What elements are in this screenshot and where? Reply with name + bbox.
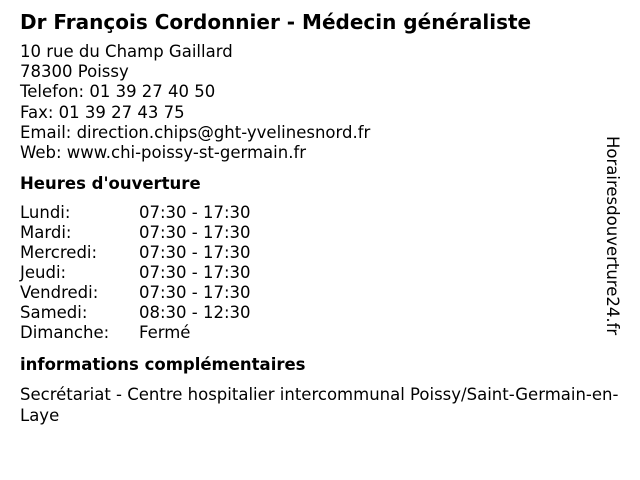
additional-info-heading: informations complémentaires: [20, 355, 306, 375]
business-card: [20, 10, 619, 426]
day-label: Jeudi:: [20, 263, 67, 283]
time-value: Fermé: [139, 323, 191, 343]
time-value: 07:30 - 17:30: [139, 263, 251, 283]
time-value: 07:30 - 17:30: [139, 283, 251, 303]
fax-number: Fax: 01 39 27 43 75: [20, 102, 185, 122]
day-label: Mercredi:: [20, 243, 98, 263]
day-label: Vendredi:: [20, 283, 99, 303]
hours-row-thursday: [20, 263, 616, 283]
time-value: 08:30 - 12:30: [139, 303, 251, 323]
time-value: 07:30 - 17:30: [139, 243, 251, 263]
day-label: Lundi:: [20, 203, 71, 223]
contact-block: [20, 42, 616, 163]
hours-row-saturday: [20, 303, 616, 323]
site-watermark: Horairesdouverture24.fr: [603, 136, 622, 336]
day-label: Dimanche:: [20, 323, 110, 343]
address-city: 78300 Poissy: [20, 62, 129, 82]
email-address: Email: direction.chips@ght-yvelinesnord.fr: [20, 122, 371, 142]
address-street: 10 rue du Champ Gaillard: [20, 42, 233, 61]
phone-number: Telefon: 01 39 27 40 50: [20, 82, 216, 102]
hours-row-monday: [20, 203, 616, 223]
opening-hours-table: [20, 203, 616, 343]
additional-info-text: Secrétariat - Centre hospitalier intercommunal Poissy/Saint-Germain-en-Laye: [20, 385, 619, 425]
hours-row-wednesday: [20, 243, 616, 263]
opening-hours-heading: Heures d'ouverture: [20, 174, 201, 194]
time-value: 07:30 - 17:30: [139, 203, 251, 223]
hours-row-tuesday: [20, 223, 616, 243]
website-address: Web: www.chi-poissy-st-germain.fr: [20, 143, 307, 163]
time-value: 07:30 - 17:30: [139, 223, 251, 243]
hours-row-friday: [20, 283, 616, 303]
page-title: Dr François Cordonnier - Médecin généraliste: [20, 10, 532, 34]
day-label: Samedi:: [20, 303, 88, 323]
hours-row-sunday: [20, 323, 616, 343]
day-label: Mardi:: [20, 223, 72, 243]
